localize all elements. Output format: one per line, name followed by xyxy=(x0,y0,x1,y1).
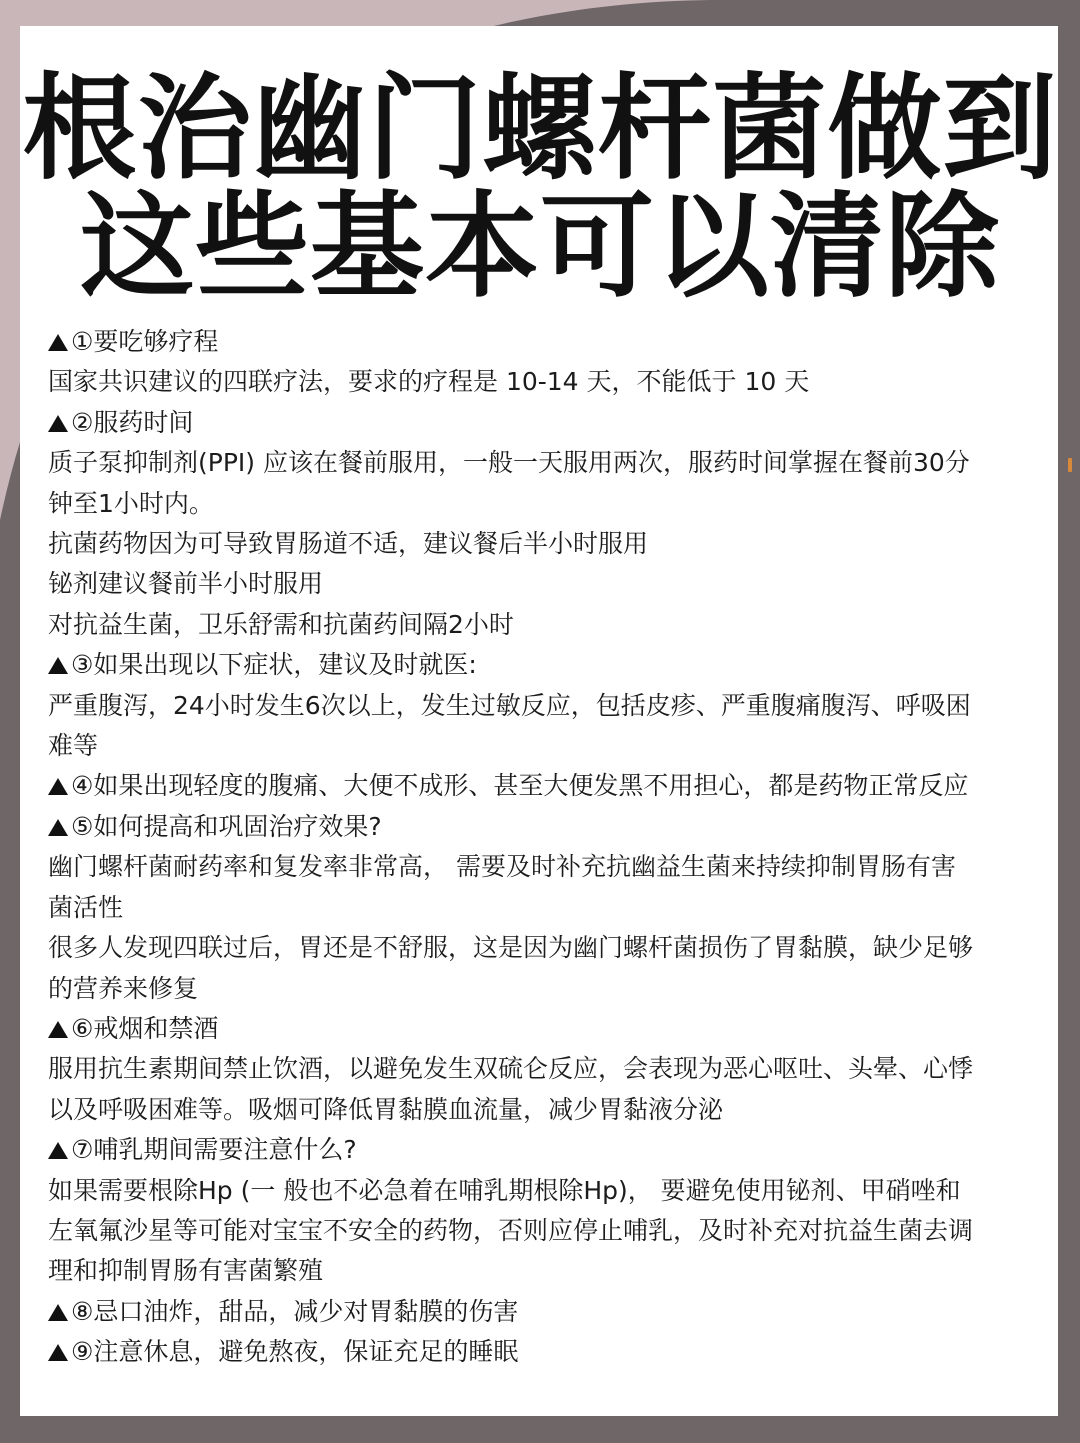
body-text-line: 很多人发现四联过后，胃还是不舒服，这是因为幽门螺杆菌损伤了胃黏膜，缺少足够 xyxy=(48,933,974,963)
title-line-1: 根治幽门螺杆菌做到 xyxy=(22,62,1058,195)
section-heading xyxy=(48,1130,1038,1170)
section-heading-text: ⑤如何提高和巩固治疗效果? xyxy=(71,811,382,841)
body-text-line: 幽门螺杆菌耐药率和复发率非常高， 需要及时补充抗幽益生菌来持续抑制胃肠有害 xyxy=(48,852,956,882)
article-body xyxy=(48,322,1038,1373)
section-heading-text: ⑨注意休息，避免熬夜，保证充足的睡眠 xyxy=(71,1337,519,1367)
body-text-line: 左氧氟沙星等可能对宝宝不安全的药物，否则应停止哺乳，及时补充对抗益生菌去调 xyxy=(48,1215,974,1245)
triangle-bullet-icon xyxy=(48,1344,68,1361)
section-heading xyxy=(48,322,1038,362)
section-heading-text: ④如果出现轻度的腹痛、大便不成形、甚至大便发黑不用担心，都是药物正常反应 xyxy=(71,771,969,801)
section-heading xyxy=(48,1292,1038,1332)
triangle-bullet-icon xyxy=(48,778,68,795)
page-title xyxy=(20,62,1060,313)
body-text-line: 国家共识建议的四联疗法，要求的疗程是 10-14 天，不能低于 10 天 xyxy=(48,367,810,397)
body-text-line: 的营养来修复 xyxy=(48,973,199,1003)
body-text-line: 严重腹泻，24小时发生6次以上，发生过敏反应，包括皮疹、严重腹痛腹泻、呼吸困 xyxy=(48,690,971,720)
body-text-line: 理和抑制胃肠有害菌繁殖 xyxy=(48,1256,324,1286)
body-text-line: 抗菌药物因为可导致胃肠道不适，建议餐后半小时服用 xyxy=(48,529,649,559)
body-text-line: 服用抗生素期间禁止饮酒，以避免发生双硫仑反应，会表现为恶心呕吐、头晕、心悸 xyxy=(48,1054,974,1084)
body-text-line: 如果需要根除Hp (一 般也不必急着在哺乳期根除Hp)， 要避免使用铋剂、甲硝唑和 xyxy=(48,1175,961,1205)
body-text-line: 钟至1小时内。 xyxy=(48,488,214,518)
triangle-bullet-icon xyxy=(48,819,68,836)
triangle-bullet-icon xyxy=(48,415,68,432)
section-heading xyxy=(48,1009,1038,1049)
section-heading-text: ⑥戒烟和禁酒 xyxy=(71,1013,219,1043)
triangle-bullet-icon xyxy=(48,1142,68,1159)
section-heading-text: ②服药时间 xyxy=(71,407,194,437)
section-heading-text: ③如果出现以下症状，建议及时就医: xyxy=(71,650,477,680)
section-heading-text: ⑧忌口油炸，甜品，减少对胃黏膜的伤害 xyxy=(71,1296,519,1326)
section-heading xyxy=(48,1332,1038,1372)
edge-mark xyxy=(1068,458,1072,472)
section-heading xyxy=(48,766,1038,806)
body-text-line: 铋剂建议餐前半小时服用 xyxy=(48,569,324,599)
section-heading-text: ①要吃够疗程 xyxy=(71,327,219,356)
body-text-line: 难等 xyxy=(48,731,99,761)
section-heading xyxy=(48,807,1038,847)
triangle-bullet-icon xyxy=(48,1304,68,1321)
body-text-line: 对抗益生菌，卫乐舒需和抗菌药间隔2小时 xyxy=(48,609,514,639)
triangle-bullet-icon xyxy=(48,1021,68,1038)
body-text-line: 以及呼吸困难等。吸烟可降低胃黏膜血流量，减少胃黏液分泌 xyxy=(48,1094,724,1124)
body-text-line: 菌活性 xyxy=(48,892,124,922)
triangle-bullet-icon xyxy=(48,657,68,674)
section-heading-text: ⑦哺乳期间需要注意什么? xyxy=(71,1135,357,1165)
section-heading xyxy=(48,403,1038,443)
section-heading xyxy=(48,645,1038,685)
triangle-bullet-icon xyxy=(48,334,68,351)
body-text-line: 质子泵抑制剂(PPI) 应该在餐前服用，一般一天服用两次，服药时间掌握在餐前30分 xyxy=(48,448,970,478)
title-line-2: 这些基本可以清除 xyxy=(79,180,1000,313)
